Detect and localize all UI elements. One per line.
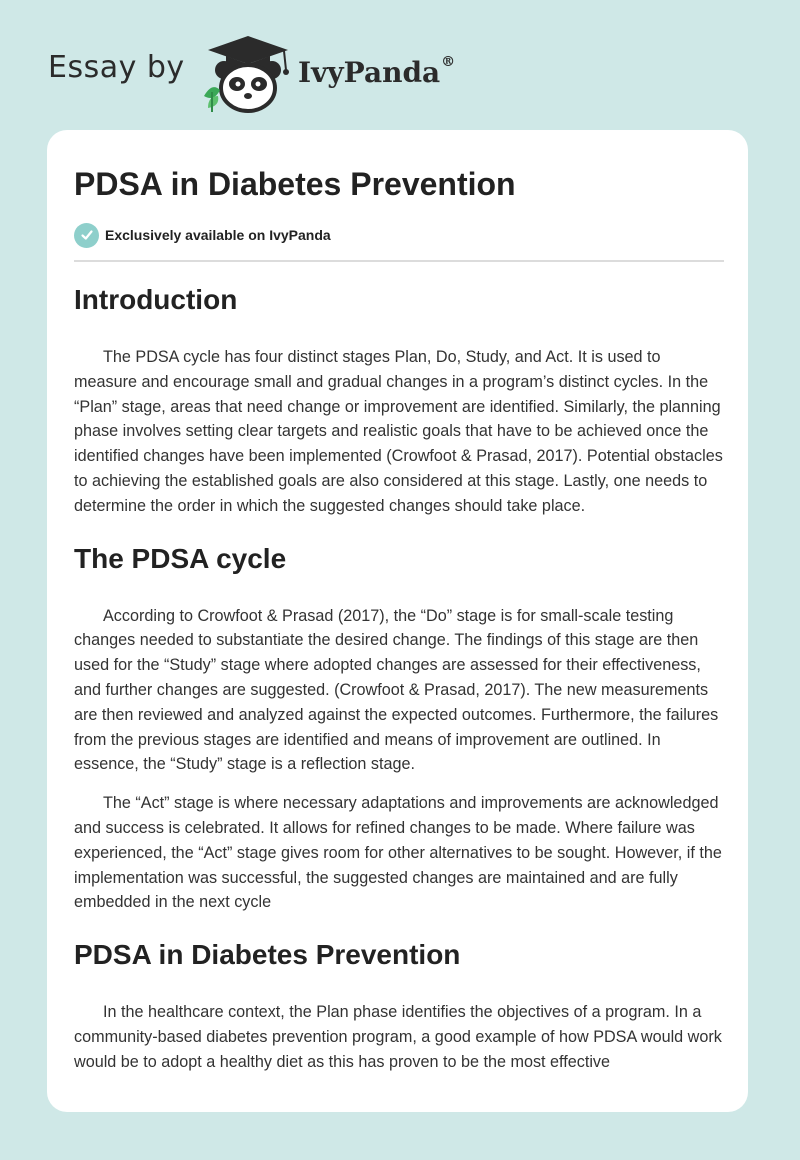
paragraph: According to Crowfoot & Prasad (2017), the “Do” stage is for small-scale testing changes needed to substantiate the desired change. The findings of this stage are then used for the “Study” stage where adopted changes are assessed for their effectiveness, and further changes are suggested. (Crowfoot & Prasad, 2017). The new measurements are then reviewed and analyzed against the expected outcomes. Furthermore, the failures from the previous stages are identified and means of improvement are outlined. In essence, the “Study” stage is a reflection stage.	[74, 606, 719, 774]
divider	[74, 260, 724, 262]
paragraph: In the healthcare context, the Plan phase identifies the objectives of a program. In a community-based diabetes prevention program, a good example of how PDSA would work would be to adopt a healthy diet as this has proven to be the most effective	[74, 1003, 722, 1071]
exclusive-badge-label: Exclusively available on IvyPanda	[105, 227, 331, 243]
check-icon	[74, 223, 99, 248]
document-body	[74, 282, 726, 1075]
exclusive-badge	[74, 222, 331, 248]
panda-graduate-logo-icon[interactable]	[200, 34, 296, 114]
section-heading-introduction: Introduction	[74, 284, 238, 315]
section-heading-pdsa-cycle: The PDSA cycle	[74, 542, 287, 574]
section-heading-pdsa-diabetes: PDSA in Diabetes Prevention	[74, 939, 461, 971]
paragraph: The “Act” stage is where necessary adaptations and improvements are acknowledged and success is celebrated. It allows for refined changes to be made. Where failure was experienced, the “Act” stage gives room for other alternatives to be sought. However, if the implementation was successful, the suggested changes are maintained and are fully embedded in the next cycle	[74, 794, 722, 912]
page-title: PDSA in Diabetes Prevention	[74, 166, 516, 202]
document-card	[47, 130, 748, 1112]
brand-name[interactable]: IvyPanda®	[298, 54, 456, 89]
registered-mark: ®	[441, 54, 456, 70]
paragraph: The PDSA cycle has four distinct stages Plan, Do, Study, and Act. It is used to measure and encourage small and gradual changes in a program’s distinct cycles. In the “Plan” stage, areas that need change or improvement are identified. Similarly, the planning phase involves setting clear targets and realistic goals that have to be achieved once the identified changes have been implemented (Crowfoot & Prasad, 2017). Potential obstacles to achieving the established goals are also considered at this stage. Lastly, one needs to determine the order in which the suggested changes should take place.	[74, 348, 723, 515]
site-header	[48, 30, 548, 116]
essay-by-label: Essay by	[48, 50, 185, 85]
